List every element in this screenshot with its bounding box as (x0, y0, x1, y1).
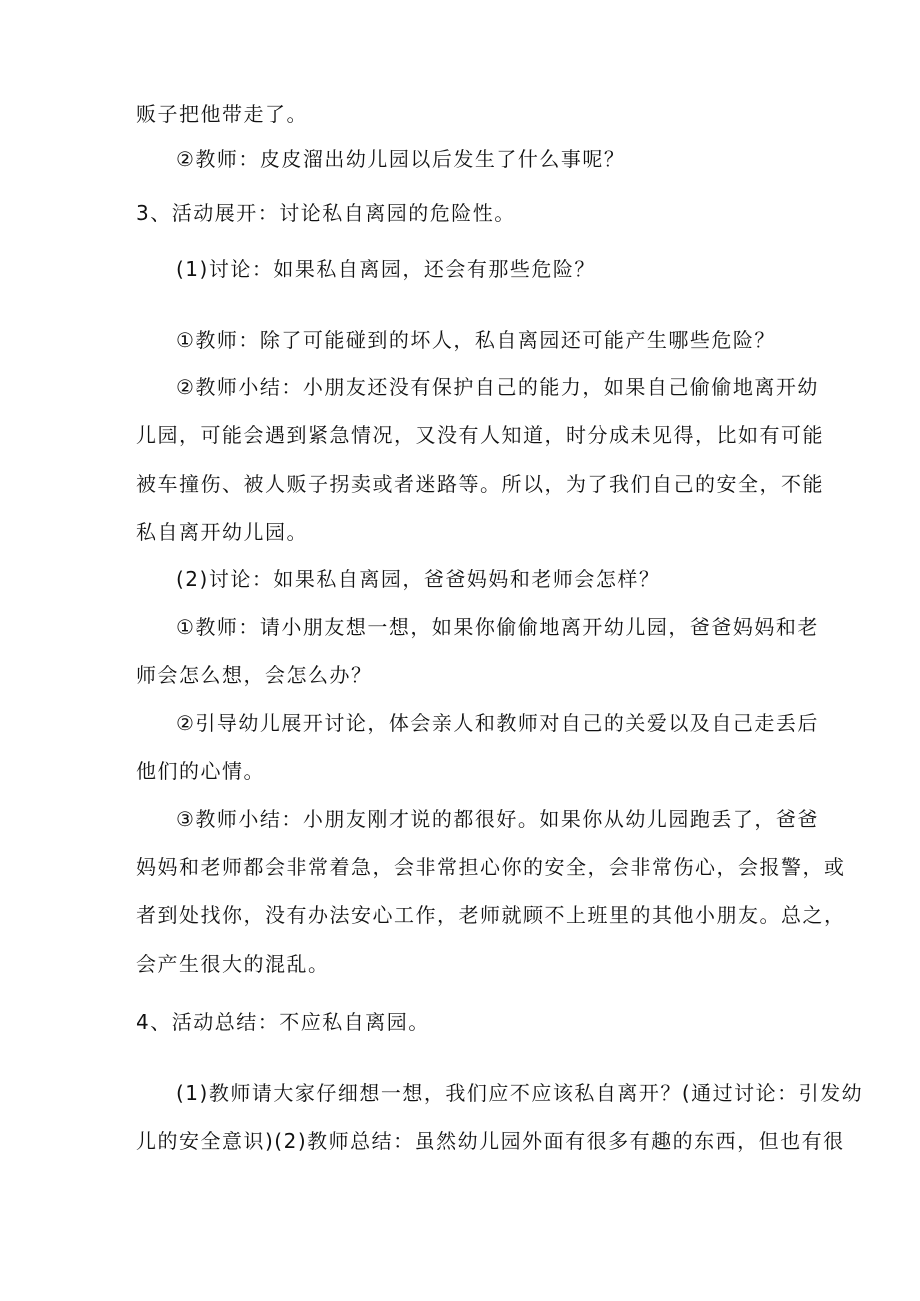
text-line: 他们的心情。 (136, 759, 265, 783)
text-line: 妈妈和老师都会非常着急，会非常担心你的安全，会非常伤心，会报警，或 (136, 855, 846, 879)
subsection-heading: (1)讨论：如果私自离园，还会有那些危险？ (176, 257, 596, 281)
text-line: 儿园，可能会遇到紧急情况，又没有人知道，时分成未见得，比如有可能 (136, 423, 824, 447)
text-line: ②引导幼儿展开讨论，体会亲人和教师对自己的关爱以及自己走丢后 (176, 711, 819, 735)
section-heading: 3、活动展开：讨论私自离园的危险性。 (136, 201, 516, 225)
text-line: 私自离开幼儿园。 (136, 520, 308, 544)
text-line: ①教师：除了可能碰到的坏人，私自离园还可能产生哪些危险？ (176, 328, 776, 352)
text-line: 儿的安全意识)(2)教师总结：虽然幼儿园外面有很多有趣的东西，但也有很 (136, 1129, 845, 1153)
text-line: 师会怎么想，会怎么办？ (136, 663, 373, 687)
text-line: ②教师：皮皮溜出幼儿园以后发生了什么事呢？ (176, 147, 626, 171)
text-line: ③教师小结：小朋友刚才说的都很好。如果你从幼儿园跑丢了，爸爸 (176, 807, 819, 831)
subsection-heading: (2)讨论：如果私自离园，爸爸妈妈和老师会怎样？ (176, 567, 661, 591)
text-line: ②教师小结：小朋友还没有保护自己的能力，如果自己偷偷地离开幼 (176, 375, 819, 399)
text-line: 会产生很大的混乱。 (136, 952, 330, 976)
text-line: 者到处找你，没有办法安心工作，老师就顾不上班里的其他小朋友。总之， (136, 903, 846, 927)
text-line: 贩子把他带走了。 (136, 102, 308, 126)
section-heading: 4、活动总结：不应私自离园。 (136, 1010, 430, 1034)
text-line: (1)教师请大家仔细想一想，我们应不应该私自离开？(通过讨论：引发幼 (176, 1081, 864, 1105)
text-line: 被车撞伤、被人贩子拐卖或者迷路等。所以，为了我们自己的安全，不能 (136, 472, 824, 496)
text-line: ①教师：请小朋友想一想，如果你偷偷地离开幼儿园，爸爸妈妈和老 (176, 615, 819, 639)
